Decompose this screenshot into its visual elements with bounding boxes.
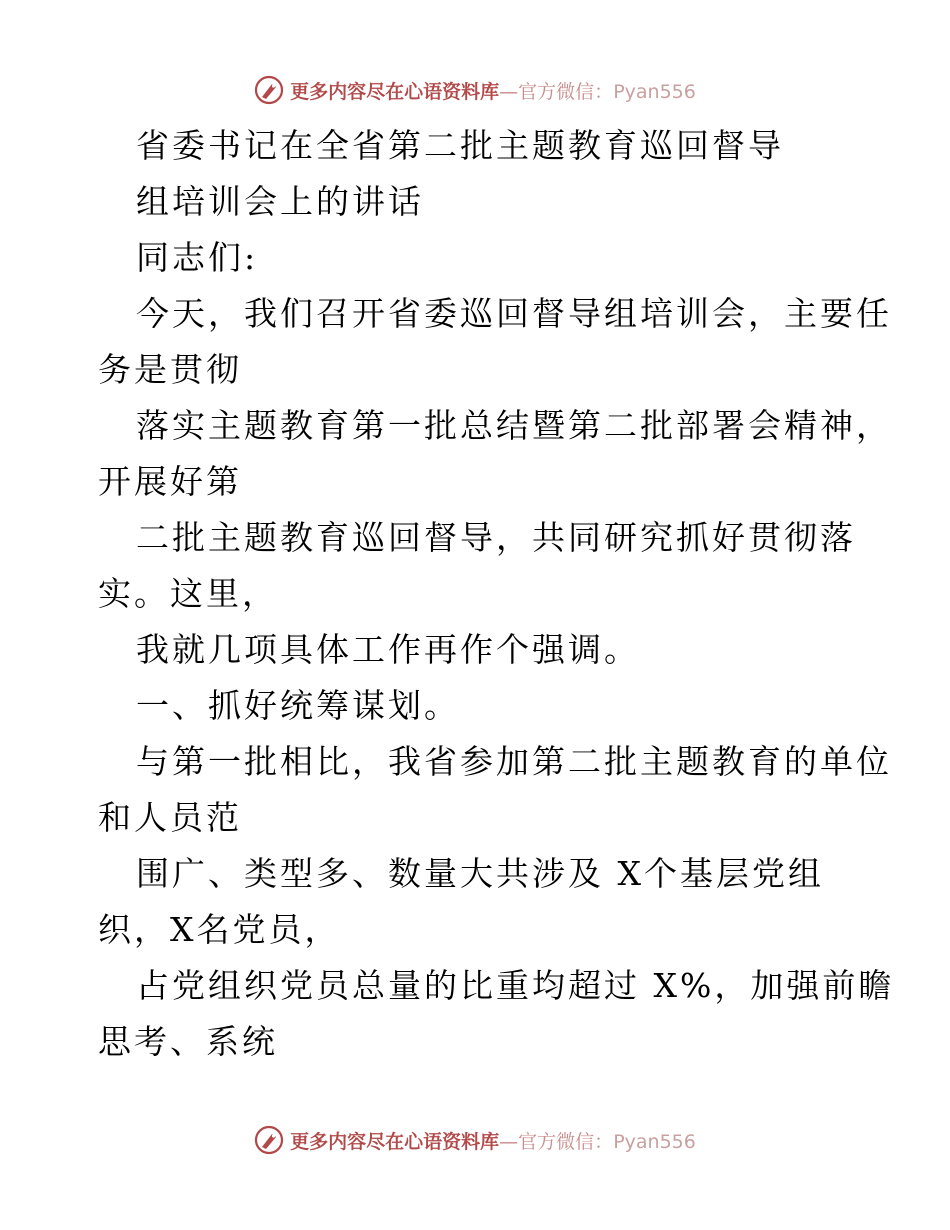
pen-nib-logo-icon — [254, 75, 284, 105]
watermark-text: 更多内容尽在心语资料库—官方微信：Pyan556 — [290, 1130, 696, 1153]
paragraph-line: 落实主题教育第一批总结暨第二批部署会精神， — [136, 406, 892, 445]
paragraph-line: 围广、类型多、数量大共涉及 X个基层党组 — [136, 854, 824, 893]
paragraph-line: 二批主题教育巡回督导，共同研究抓好贯彻落 — [136, 518, 856, 557]
paragraph-line: 我就几项具体工作再作个强调。 — [136, 630, 640, 669]
paragraph-line: 织，X名党员， — [98, 910, 341, 949]
paragraph-line: 实。这里， — [98, 574, 278, 613]
paragraph-line: 务是贯彻 — [98, 350, 242, 389]
watermark-text: 更多内容尽在心语资料库—官方微信：Pyan556 — [290, 80, 696, 103]
pen-nib-logo-icon — [254, 1125, 284, 1155]
section-heading: 一、抓好统筹谋划。 — [136, 686, 460, 725]
header-watermark — [0, 70, 950, 110]
document-body — [0, 118, 950, 1070]
salutation: 同志们: — [136, 238, 259, 277]
title-line-1: 省委书记在全省第二批主题教育巡回督导 — [136, 126, 784, 165]
footer-watermark — [0, 1120, 950, 1160]
paragraph-line: 和人员范 — [98, 798, 242, 837]
paragraph-line: 开展好第 — [98, 462, 242, 501]
paragraph-line: 占党组织党员总量的比重均超过 X%，加强前瞻 — [136, 966, 895, 1005]
paragraph-line: 今天，我们召开省委巡回督导组培训会，主要任 — [136, 294, 892, 333]
title-line-2: 组培训会上的讲话 — [136, 182, 424, 221]
paragraph-line: 思考、系统 — [98, 1022, 278, 1061]
paragraph-line: 与第一批相比，我省参加第二批主题教育的单位 — [136, 742, 892, 781]
